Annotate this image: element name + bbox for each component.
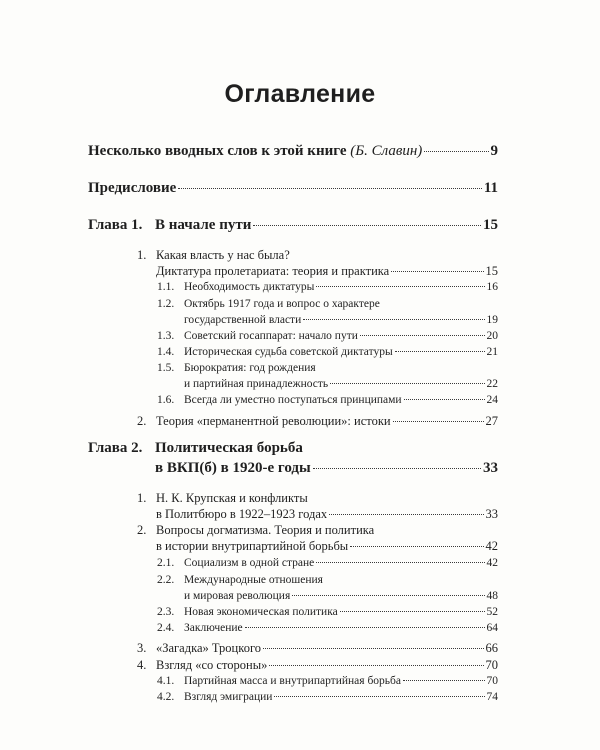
dot-leader <box>404 399 485 400</box>
entry-text: «Загадка» Троцкого <box>156 641 262 655</box>
toc-entry-4-2[interactable] <box>157 691 498 703</box>
dot-leader <box>253 225 481 226</box>
entry-text: в Политбюро в 1922–1923 годах <box>156 507 328 521</box>
toc-entry-2-1[interactable] <box>157 557 498 569</box>
toc-entry-2[interactable] <box>137 414 498 429</box>
toc-entry-2-s2-line1[interactable] <box>137 523 374 538</box>
dot-leader <box>269 665 483 666</box>
entry-text: Партийная масса и внутрипартийная борьба <box>184 675 401 687</box>
toc-entry-1-3[interactable] <box>157 330 498 342</box>
entry-text: Социализм в одной стране <box>184 557 315 569</box>
toc-entry-chapter-2-line1[interactable] <box>88 440 303 457</box>
entry-text: Диктатура пролетариата: теория и практика <box>156 264 390 278</box>
section-number: 2. <box>137 523 147 537</box>
dot-leader <box>424 151 488 152</box>
toc-entry-2-2[interactable] <box>184 590 498 602</box>
page-number: 48 <box>486 590 498 602</box>
dot-leader <box>316 562 484 563</box>
page-number: 70 <box>486 675 498 687</box>
entry-text: Новая экономическая политика <box>184 606 338 618</box>
entry-text: государственной власти <box>184 314 302 326</box>
section-number: 1.4. <box>157 346 175 358</box>
toc-entry-1-1[interactable] <box>157 281 498 293</box>
page-number: 42 <box>485 539 498 553</box>
entry-text: Вопросы догматизма. Теория и политика <box>156 523 375 537</box>
section-number: 2.3. <box>157 606 175 618</box>
section-number: 1. <box>137 491 147 505</box>
section-number: 4.2. <box>157 691 175 703</box>
page-number: 70 <box>485 658 498 672</box>
dot-leader <box>292 595 484 596</box>
toc-entry-2-4[interactable] <box>157 622 498 634</box>
page-number: 15 <box>485 264 498 278</box>
entry-text: Несколько вводных слов к этой книге <box>88 143 347 159</box>
dot-leader <box>303 319 484 320</box>
section-number: 1.3. <box>157 330 175 342</box>
entry-text: Октябрь 1917 года и вопрос о характере <box>184 298 380 310</box>
entry-text: Международные отношения <box>184 574 323 586</box>
entry-text: Н. К. Крупская и конфликты <box>156 491 308 505</box>
section-number: 2.4. <box>157 622 175 634</box>
toc-entry-1-5-line1[interactable] <box>157 362 316 374</box>
chapter-label: Глава 1. <box>88 217 143 233</box>
toc-entry-2-s3[interactable] <box>137 641 498 656</box>
page-number: 9 <box>490 143 498 159</box>
section-number: 2.2. <box>157 574 175 586</box>
section-number: 4.1. <box>157 675 175 687</box>
page-number: 16 <box>486 281 498 293</box>
toc-entry-1-4[interactable] <box>157 346 498 358</box>
entry-text: Какая власть у нас была? <box>156 248 290 262</box>
page-number: 21 <box>486 346 498 358</box>
entry-text: Взгляд эмиграции <box>184 691 273 703</box>
toc-entry-2-s2[interactable] <box>156 539 498 554</box>
dot-leader <box>360 335 485 336</box>
toc-entry-2-2-line1[interactable] <box>157 574 323 586</box>
page-number: 66 <box>485 641 498 655</box>
toc-entry-2-s4[interactable] <box>137 658 498 673</box>
section-number: 2. <box>137 414 147 428</box>
entry-text: Политическая борьба <box>155 440 303 456</box>
page-number: 11 <box>483 180 498 196</box>
toc-entry-chapter-2[interactable] <box>155 460 498 477</box>
toc-entry-intro[interactable] <box>88 143 498 160</box>
page-number: 52 <box>486 606 498 618</box>
page-number: 33 <box>485 507 498 521</box>
entry-text: Заключение <box>184 622 243 634</box>
entry-text: Бюрократия: год рождения <box>184 362 316 374</box>
toc-entry-1-5[interactable] <box>184 378 498 390</box>
toc-entry-1-line1[interactable] <box>137 248 290 263</box>
dot-leader <box>391 271 483 272</box>
page-number: 15 <box>483 217 498 233</box>
dot-leader <box>316 286 484 287</box>
dot-leader <box>329 514 483 515</box>
dot-leader <box>395 351 485 352</box>
entry-text: Историческая судьба советской диктатуры <box>184 346 393 358</box>
entry-text: в истории внутрипартийной борьбы <box>156 539 349 553</box>
section-number: 1.6. <box>157 394 175 406</box>
page-title: Оглавление <box>224 80 376 108</box>
chapter-label: Глава 2. <box>88 440 143 456</box>
entry-text: в ВКП(б) в 1920-е годы <box>155 460 311 476</box>
page-number: 64 <box>486 622 498 634</box>
entry-text: В начале пути <box>155 217 252 233</box>
entry-author: (Б. Славин) <box>350 143 423 159</box>
page-number: 24 <box>486 394 498 406</box>
dot-leader <box>263 648 483 649</box>
dot-leader <box>330 383 484 384</box>
page-number: 33 <box>483 460 498 476</box>
dot-leader <box>340 611 485 612</box>
section-number: 1. <box>137 248 147 262</box>
section-number: 1.5. <box>157 362 175 374</box>
toc-entry-1[interactable] <box>156 264 498 279</box>
toc-entry-4-1[interactable] <box>157 675 498 687</box>
section-number: 1.1. <box>157 281 175 293</box>
dot-leader <box>403 680 485 681</box>
entry-text: и партийная принадлежность <box>184 378 329 390</box>
toc-entry-2-3[interactable] <box>157 606 498 618</box>
dot-leader <box>274 696 484 697</box>
section-number: 2.1. <box>157 557 175 569</box>
entry-text: и мировая революция <box>184 590 291 602</box>
toc-entry-2-s1[interactable] <box>156 507 498 522</box>
entry-text: Взгляд «со стороны» <box>156 658 268 672</box>
toc-entry-1-6[interactable] <box>157 394 498 406</box>
entry-text: Теория «перманентной революции»: истоки <box>156 414 391 428</box>
page-number: 74 <box>486 691 498 703</box>
entry-text: Советский госаппарат: начало пути <box>184 330 358 342</box>
toc-entry-1-2[interactable] <box>184 314 498 326</box>
dot-leader <box>393 421 484 422</box>
toc-entry-2-s1-line1[interactable] <box>137 491 308 506</box>
entry-text: Необходимость диктатуры <box>184 281 315 293</box>
toc-entry-chapter-1[interactable] <box>88 217 498 234</box>
page-number: 20 <box>486 330 498 342</box>
dot-leader <box>178 188 482 189</box>
entry-text: Всегда ли уместно поступаться принципами <box>184 394 402 406</box>
entry-text: Предисловие <box>88 180 177 196</box>
page-number: 42 <box>486 557 498 569</box>
section-number: 1.2. <box>157 298 175 310</box>
dot-leader <box>313 468 481 469</box>
page-number: 19 <box>486 314 498 326</box>
page-number: 22 <box>486 378 498 390</box>
dot-leader <box>245 627 485 628</box>
toc-entry-preface[interactable] <box>88 180 498 197</box>
section-number: 4. <box>137 658 147 672</box>
section-number: 3. <box>137 641 147 655</box>
toc-entry-1-2-line1[interactable] <box>157 298 380 310</box>
page-number: 27 <box>485 414 498 428</box>
dot-leader <box>350 546 483 547</box>
